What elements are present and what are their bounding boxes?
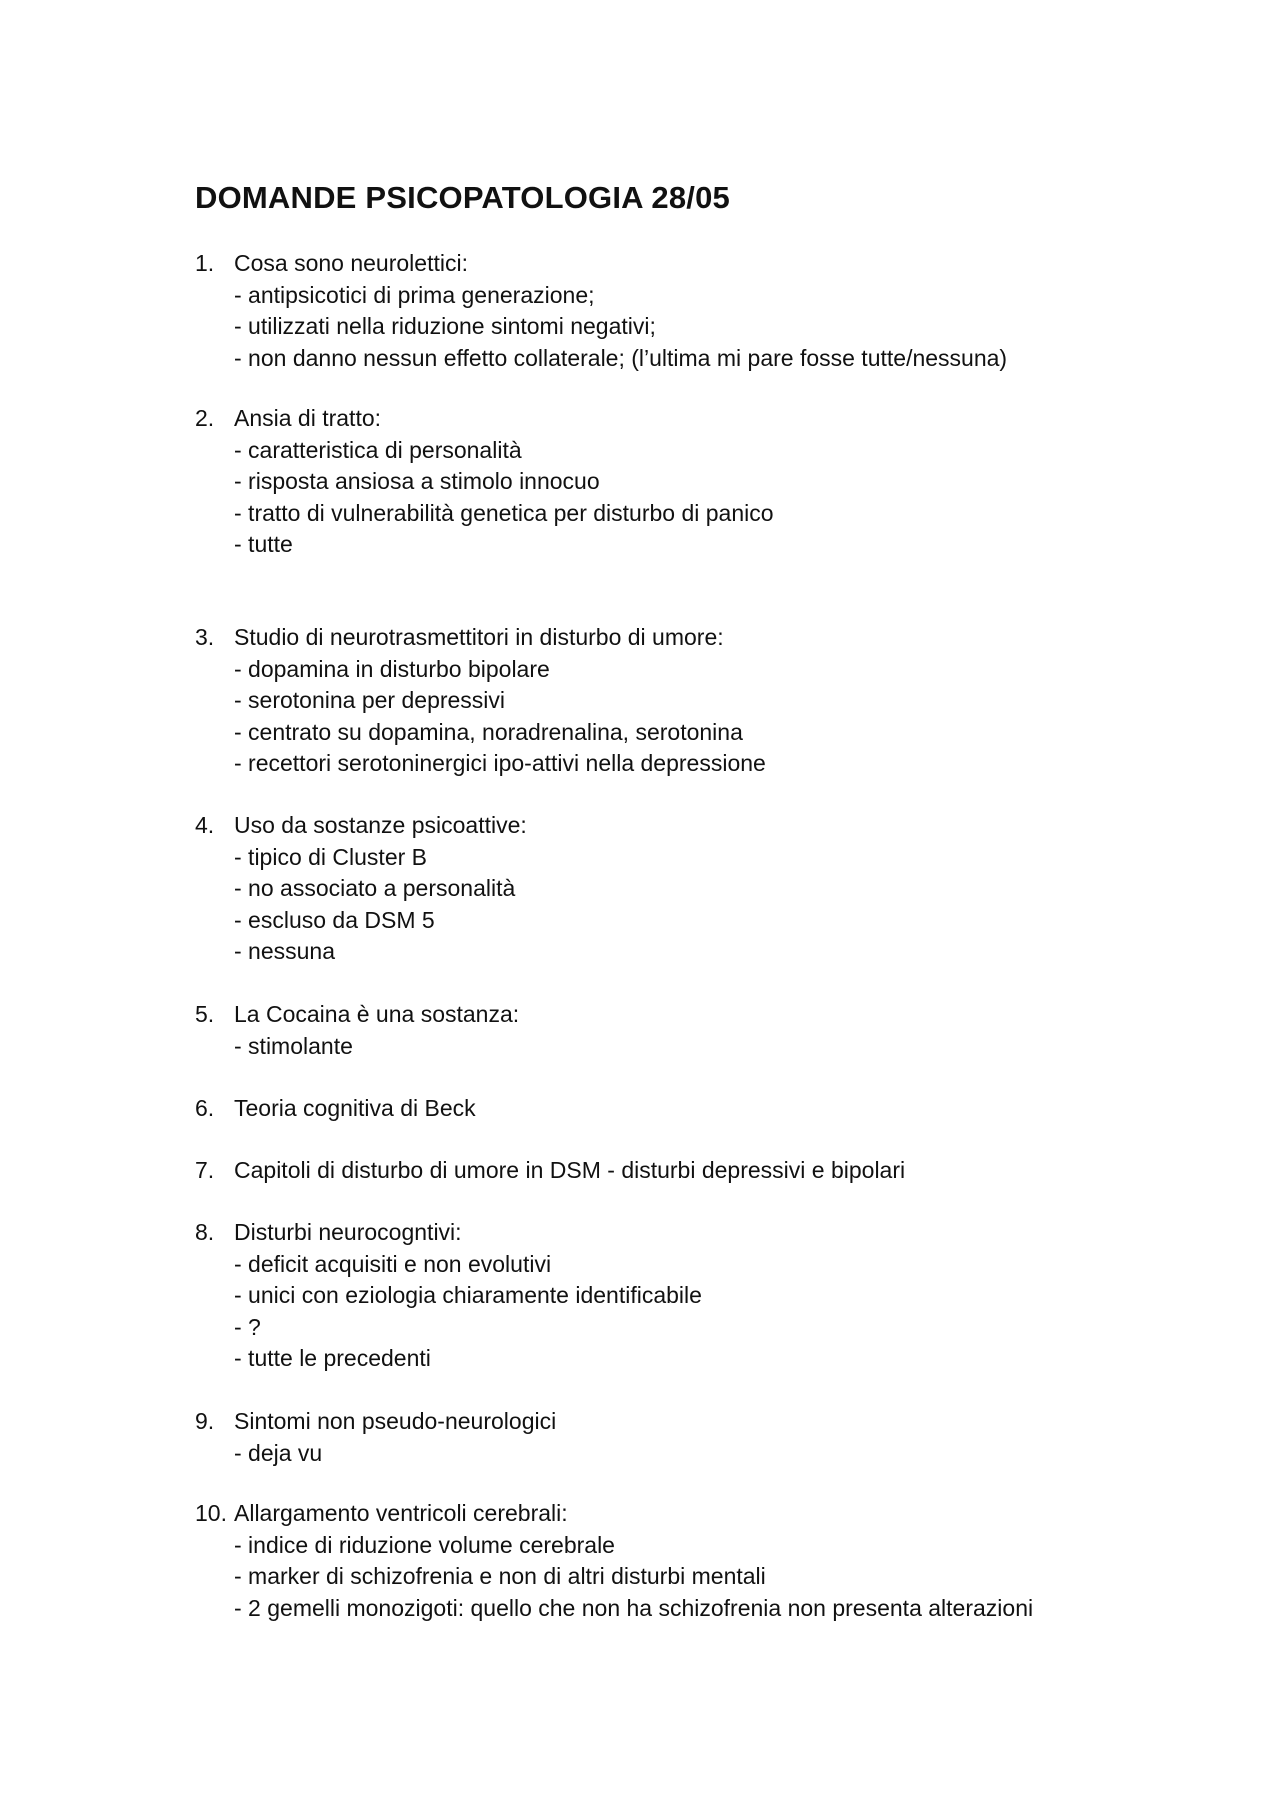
question-item bbox=[195, 810, 527, 968]
question-text: Allargamento ventricoli cerebrali: bbox=[234, 1500, 568, 1526]
answer-option: - non danno nessun effetto collaterale; (l’ultima mi pare fosse tutte/nessuna) bbox=[234, 344, 1008, 371]
answer-option: - tutte bbox=[234, 531, 293, 557]
answer-option: - antipsicotici di prima generazione; bbox=[234, 281, 595, 308]
question-number: 4. bbox=[195, 812, 215, 838]
question-text: La Cocaina è una sostanza: bbox=[234, 1001, 520, 1027]
question-number: 3. bbox=[195, 624, 215, 650]
answer-option: - deja vu bbox=[234, 1439, 323, 1466]
question-text: Cosa sono neurolettici: bbox=[234, 250, 468, 276]
answer-option: - 2 gemelli monozigoti: quello che non ha schizofrenia non presenta alterazioni bbox=[234, 1594, 1034, 1621]
question-number: 6. bbox=[195, 1095, 215, 1121]
question-text: Studio di neurotrasmettitori in disturbo di umore: bbox=[234, 624, 724, 650]
question-item bbox=[195, 1217, 702, 1375]
question-body bbox=[234, 1498, 1033, 1624]
answer-option: - risposta ansiosa a stimolo innocuo bbox=[234, 468, 600, 494]
question-text: Teoria cognitiva di Beck bbox=[234, 1095, 476, 1121]
answer-option: - marker di schizofrenia e non di altri disturbi mentali bbox=[234, 1563, 766, 1589]
answer-option: - no associato a personalità bbox=[234, 875, 516, 901]
question-number: 9. bbox=[195, 1408, 215, 1434]
question-body bbox=[234, 1093, 476, 1125]
answer-option: - dopamina in disturbo bipolare bbox=[234, 655, 550, 682]
question-number: 8. bbox=[195, 1219, 215, 1245]
question-text: Disturbi neurocogntivi: bbox=[234, 1219, 462, 1245]
question-text: Uso da sostanze psicoattive: bbox=[234, 812, 527, 838]
answer-option: - tutte le precedenti bbox=[234, 1345, 431, 1371]
question-item bbox=[195, 403, 774, 561]
question-body bbox=[234, 810, 527, 968]
answer-option: - escluso da DSM 5 bbox=[234, 906, 435, 933]
answer-option: - deficit acquisiti e non evolutivi bbox=[234, 1250, 552, 1277]
question-item bbox=[195, 1406, 556, 1469]
question-text: Sintomi non pseudo-neurologici bbox=[234, 1408, 557, 1434]
question-body bbox=[234, 1406, 556, 1469]
question-item bbox=[195, 999, 519, 1062]
answer-option: - recettori serotoninergici ipo-attivi nella depressione bbox=[234, 750, 766, 776]
answer-option: - tipico di Cluster B bbox=[234, 843, 428, 870]
question-number: 5. bbox=[195, 1001, 215, 1027]
answer-option: - indice di riduzione volume cerebrale bbox=[234, 1531, 615, 1558]
question-body bbox=[234, 1155, 905, 1187]
answer-option: - unici con eziologia chiaramente identificabile bbox=[234, 1282, 702, 1308]
question-item bbox=[195, 1155, 905, 1187]
question-body bbox=[234, 1217, 702, 1375]
question-number: 1. bbox=[195, 250, 215, 276]
answer-option: - serotonina per depressivi bbox=[234, 687, 506, 713]
question-item bbox=[195, 248, 1007, 374]
answer-option: - caratteristica di personalità bbox=[234, 436, 522, 463]
question-body bbox=[234, 999, 519, 1062]
answer-option: - nessuna bbox=[234, 938, 336, 964]
answer-option: - stimolante bbox=[234, 1032, 353, 1059]
answer-option: - ? bbox=[234, 1313, 261, 1340]
question-text: Ansia di tratto: bbox=[234, 405, 382, 431]
question-body bbox=[234, 248, 1007, 374]
question-body bbox=[234, 403, 774, 561]
page-title: DOMANDE PSICOPATOLOGIA 28/05 bbox=[195, 180, 730, 215]
question-number: 7. bbox=[195, 1157, 215, 1183]
answer-option: - utilizzati nella riduzione sintomi negativi; bbox=[234, 313, 656, 339]
answer-option: - centrato su dopamina, noradrenalina, serotonina bbox=[234, 718, 743, 745]
question-item bbox=[195, 622, 766, 780]
question-text: Capitoli di disturbo di umore in DSM - disturbi depressivi e bipolari bbox=[234, 1157, 906, 1183]
question-number: 10. bbox=[195, 1500, 227, 1526]
question-body bbox=[234, 622, 766, 780]
question-number: 2. bbox=[195, 405, 215, 431]
question-item bbox=[195, 1093, 476, 1125]
question-item bbox=[195, 1498, 1033, 1624]
answer-option: - tratto di vulnerabilità genetica per disturbo di panico bbox=[234, 499, 774, 526]
